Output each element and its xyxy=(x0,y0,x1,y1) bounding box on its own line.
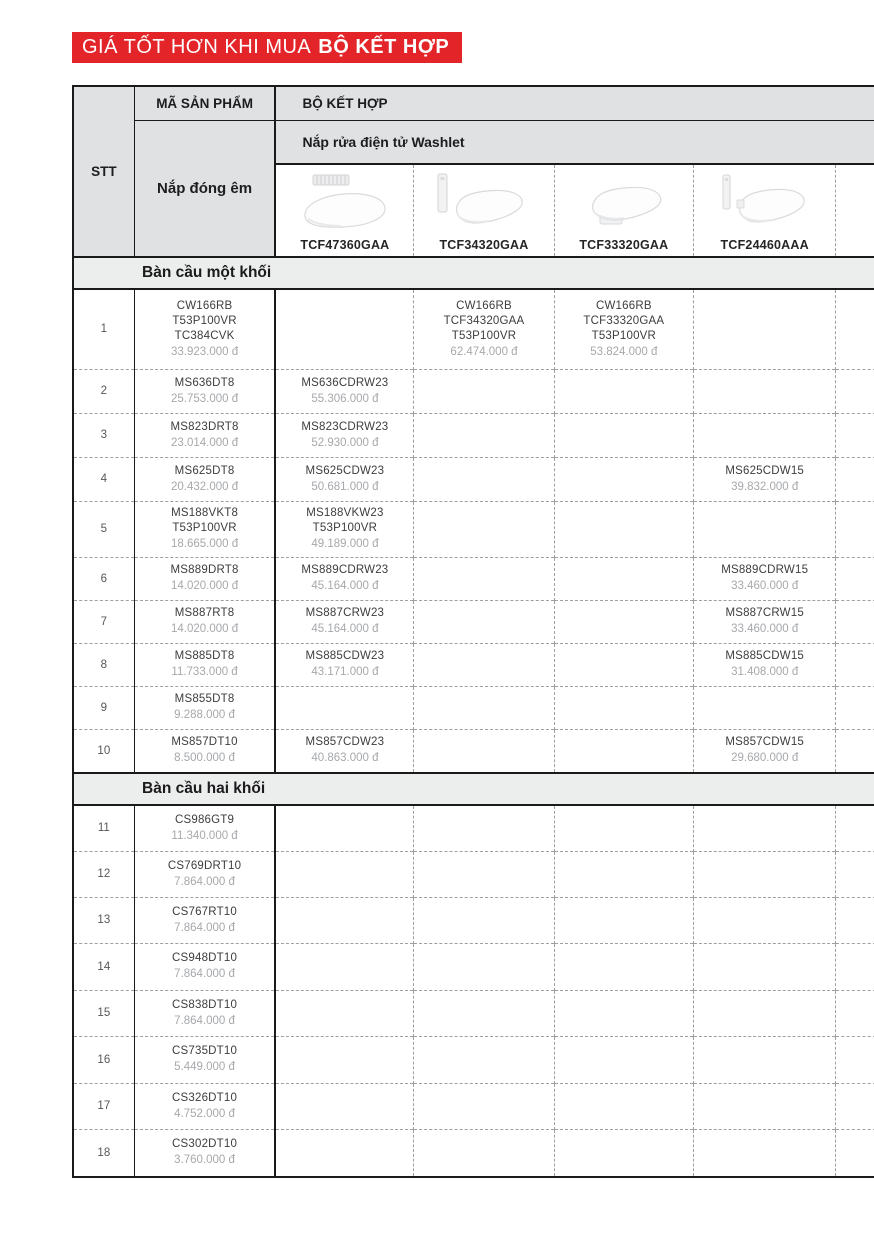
table-row xyxy=(74,413,874,457)
product-price: 45.164.000 đ xyxy=(311,623,379,635)
base-product-cell xyxy=(134,557,275,600)
column-header-combo: BỘ KẾT HỢP xyxy=(275,87,874,120)
product-code-line: MS857CDW15 xyxy=(725,736,805,749)
product-price: 20.432.000 đ xyxy=(170,480,239,493)
table-row xyxy=(74,557,874,600)
product-code-line: MS188VKW23 xyxy=(306,507,384,519)
washlet-model-label: TCF24460AAA xyxy=(720,238,809,252)
overflow-cell xyxy=(836,729,874,773)
product-code-line: CS986GT9 xyxy=(174,813,235,826)
combo-product-cell xyxy=(414,643,554,686)
section-title: Bàn cầu một khối xyxy=(74,257,874,289)
product-price: 33.460.000 đ xyxy=(731,580,799,592)
row-number: 18 xyxy=(74,1129,134,1176)
product-price: 7.864.000 đ xyxy=(174,875,235,888)
product-code-line: MS887RT8 xyxy=(174,607,235,619)
base-product-cell xyxy=(134,457,275,501)
washlet-model-label: TCF47360GAA xyxy=(300,238,390,252)
product-code-line: CS735DT10 xyxy=(172,1045,238,1057)
combo-product-cell xyxy=(275,805,413,851)
base-product-cell xyxy=(134,369,275,413)
base-product-cell xyxy=(134,990,275,1036)
overflow-cell xyxy=(836,990,874,1036)
table-row xyxy=(74,943,874,990)
overflow-cell xyxy=(836,557,874,600)
overflow-cell xyxy=(836,413,874,457)
combo-product-cell xyxy=(694,805,836,851)
overflow-cell xyxy=(836,164,874,257)
combo-product-cell xyxy=(414,289,554,369)
row-number: 5 xyxy=(74,501,134,557)
product-code-line: MS823CDRW23 xyxy=(301,420,389,433)
product-code-line: T53P100VR xyxy=(312,522,378,534)
product-price: 25.753.000 đ xyxy=(170,392,239,405)
combo-product-cell xyxy=(414,943,554,990)
product-code-line: MS636DT8 xyxy=(174,376,235,389)
section-header-row xyxy=(74,257,874,289)
product-code-line: MS636CDRW23 xyxy=(301,376,389,389)
combo-product-cell xyxy=(275,851,413,897)
combo-product-cell xyxy=(554,851,693,897)
row-number: 15 xyxy=(74,990,134,1036)
product-price: 8.500.000 đ xyxy=(174,752,235,765)
banner-text: GIÁ TỐT HƠN KHI MUA xyxy=(82,36,312,58)
product-price: 62.474.000 đ xyxy=(450,345,518,358)
base-product-cell xyxy=(134,943,275,990)
product-code-line: MS625CDW23 xyxy=(305,464,385,477)
product-price: 11.340.000 đ xyxy=(171,829,238,842)
combo-product-cell xyxy=(554,729,693,773)
combo-product-cell xyxy=(694,943,836,990)
base-product-cell xyxy=(134,686,275,729)
table-row xyxy=(74,369,874,413)
washlet-lid-with-horizontal-remote-icon xyxy=(289,170,401,236)
base-product-cell xyxy=(134,1036,275,1083)
combo-product-cell xyxy=(275,1083,413,1129)
row-number: 3 xyxy=(74,413,134,457)
product-code-line: CS769DRT10 xyxy=(167,859,242,872)
combo-product-cell xyxy=(414,1036,554,1083)
row-number: 10 xyxy=(74,729,134,773)
row-number: 2 xyxy=(74,369,134,413)
table-row xyxy=(74,289,874,369)
table-row xyxy=(74,897,874,943)
product-price: 18.665.000 đ xyxy=(170,538,239,550)
row-number: 13 xyxy=(74,897,134,943)
base-product-cell xyxy=(134,413,275,457)
combo-product-cell xyxy=(414,369,554,413)
overflow-cell xyxy=(836,457,874,501)
combo-product-cell xyxy=(554,600,693,643)
overflow-cell xyxy=(836,943,874,990)
product-price: 55.306.000 đ xyxy=(311,392,379,405)
combo-product-cell xyxy=(414,557,554,600)
table-row xyxy=(74,457,874,501)
combo-product-cell xyxy=(275,413,413,457)
product-price: 9.288.000 đ xyxy=(174,709,235,721)
base-product-cell xyxy=(134,1129,275,1176)
product-price: 43.171.000 đ xyxy=(311,666,379,678)
product-code-line: TCF33320GAA xyxy=(583,314,665,327)
product-code-line: CW166RB xyxy=(176,299,233,312)
table-row xyxy=(74,501,874,557)
product-price: 39.832.000 đ xyxy=(731,480,799,493)
combo-product-cell xyxy=(554,643,693,686)
combo-product-cell xyxy=(414,501,554,557)
overflow-cell xyxy=(836,369,874,413)
combo-product-cell xyxy=(694,643,836,686)
base-product-cell xyxy=(134,851,275,897)
row-number: 9 xyxy=(74,686,134,729)
washlet-lid-with-slim-remote-icon xyxy=(709,170,821,236)
combo-product-cell xyxy=(414,851,554,897)
product-code-line: CS948DT10 xyxy=(172,952,238,964)
product-price: 29.680.000 đ xyxy=(731,752,799,765)
overflow-cell xyxy=(836,1036,874,1083)
combo-product-cell xyxy=(414,897,554,943)
combo-product-cell xyxy=(554,457,693,501)
combo-product-cell xyxy=(694,1036,836,1083)
product-code-line: CS767RT10 xyxy=(172,905,237,918)
washlet-lid-side-view-icon xyxy=(568,170,680,236)
combo-product-cell xyxy=(275,990,413,1036)
column-header-soft-close-lid: Nắp đóng êm xyxy=(134,120,275,257)
table-row xyxy=(74,600,874,643)
row-number: 16 xyxy=(74,1036,134,1083)
row-number: 17 xyxy=(74,1083,134,1129)
combo-product-cell xyxy=(694,1129,836,1176)
combo-product-cell xyxy=(275,686,413,729)
product-code-line: T53P100VR xyxy=(591,329,657,342)
washlet-photo-cell xyxy=(694,164,836,257)
table-row xyxy=(74,686,874,729)
washlet-model-label: TCF34320GAA xyxy=(439,238,529,252)
combo-product-cell xyxy=(275,457,413,501)
combo-product-cell xyxy=(554,557,693,600)
product-code-line: TC384CVK xyxy=(174,329,235,342)
row-number: 6 xyxy=(74,557,134,600)
product-code-line: MS857DT10 xyxy=(171,736,238,749)
combo-product-cell xyxy=(694,457,836,501)
column-header-product-code: MÃ SẢN PHẨM xyxy=(134,87,275,120)
combo-product-cell xyxy=(554,413,693,457)
combo-product-cell xyxy=(694,501,836,557)
overflow-cell xyxy=(836,600,874,643)
base-product-cell xyxy=(134,805,275,851)
product-code-line: T53P100VR xyxy=(172,314,237,327)
column-header-washlet: Nắp rửa điện tử Washlet xyxy=(275,120,874,164)
combo-product-cell xyxy=(694,851,836,897)
product-price: 33.923.000 đ xyxy=(170,345,239,358)
row-number: 7 xyxy=(74,600,134,643)
combo-product-cell xyxy=(275,289,413,369)
combo-product-cell xyxy=(414,1083,554,1129)
product-code-line: MS885DT8 xyxy=(174,650,235,662)
combo-product-cell xyxy=(554,805,693,851)
combo-product-cell xyxy=(694,289,836,369)
product-code-line: TCF34320GAA xyxy=(443,314,525,327)
combo-product-cell xyxy=(694,897,836,943)
product-code-line: MS885CDW15 xyxy=(725,650,805,662)
combo-product-cell xyxy=(414,805,554,851)
product-code-line: MS889CDRW15 xyxy=(721,564,809,576)
combo-product-cell xyxy=(275,1129,413,1176)
table-row xyxy=(74,729,874,773)
combo-product-cell xyxy=(554,686,693,729)
product-price: 11.733.000 đ xyxy=(171,666,238,678)
product-price: 23.014.000 đ xyxy=(170,436,239,449)
product-price: 50.681.000 đ xyxy=(311,480,379,493)
product-code-line: CW166RB xyxy=(595,299,652,312)
row-number: 12 xyxy=(74,851,134,897)
combo-product-cell xyxy=(554,1129,693,1176)
combo-product-cell xyxy=(275,897,413,943)
table-row xyxy=(74,851,874,897)
combo-product-cell xyxy=(554,897,693,943)
product-price: 31.408.000 đ xyxy=(731,666,799,678)
combo-product-cell xyxy=(694,990,836,1036)
product-code-line: MS855DT8 xyxy=(174,693,235,705)
combo-product-cell xyxy=(275,729,413,773)
product-code-line: CS838DT10 xyxy=(172,998,238,1011)
product-code-line: MS625CDW15 xyxy=(725,464,805,477)
product-code-line: MS625DT8 xyxy=(174,464,235,477)
promo-banner xyxy=(72,32,462,63)
product-code-line: MS889DRT8 xyxy=(170,564,239,576)
table-row xyxy=(74,990,874,1036)
combo-product-cell xyxy=(275,643,413,686)
table-row xyxy=(74,643,874,686)
washlet-model-label: TCF33320GAA xyxy=(579,238,669,252)
product-code-line: MS889CDRW23 xyxy=(301,564,389,576)
row-number: 4 xyxy=(74,457,134,501)
combo-product-cell xyxy=(694,729,836,773)
product-price: 7.864.000 đ xyxy=(174,1014,235,1027)
product-code-line: MS188VKT8 xyxy=(171,507,239,519)
table-row xyxy=(74,1129,874,1176)
combo-product-cell xyxy=(554,369,693,413)
combo-product-cell xyxy=(554,943,693,990)
combo-product-cell xyxy=(414,457,554,501)
combo-product-cell xyxy=(554,501,693,557)
product-price: 3.760.000 đ xyxy=(174,1154,235,1167)
combo-product-cell xyxy=(275,369,413,413)
washlet-photo-cell xyxy=(275,164,413,257)
product-price: 14.020.000 đ xyxy=(170,580,239,592)
combo-product-cell xyxy=(414,413,554,457)
product-code-line: MS885CDW23 xyxy=(305,650,385,662)
overflow-cell xyxy=(836,805,874,851)
combo-product-cell xyxy=(414,729,554,773)
product-price: 53.824.000 đ xyxy=(590,345,658,358)
table-row xyxy=(74,1083,874,1129)
combo-product-cell xyxy=(414,686,554,729)
washlet-lid-with-vertical-remote-icon xyxy=(428,170,540,236)
base-product-cell xyxy=(134,897,275,943)
product-price: 49.189.000 đ xyxy=(311,538,379,550)
overflow-cell xyxy=(836,1129,874,1176)
combo-product-cell xyxy=(694,413,836,457)
overflow-cell xyxy=(836,686,874,729)
combo-product-cell xyxy=(275,557,413,600)
base-product-cell xyxy=(134,729,275,773)
base-product-cell xyxy=(134,600,275,643)
combo-product-cell xyxy=(414,600,554,643)
combo-product-cell xyxy=(694,557,836,600)
combo-product-cell xyxy=(554,990,693,1036)
product-code-line: CS302DT10 xyxy=(172,1138,238,1151)
base-product-cell xyxy=(134,289,275,369)
combo-product-cell xyxy=(414,1129,554,1176)
combo-product-cell xyxy=(694,686,836,729)
product-code-line: MS823DRT8 xyxy=(170,420,239,433)
product-price: 45.164.000 đ xyxy=(311,580,379,592)
section-title: Bàn cầu hai khối xyxy=(74,773,874,805)
row-number: 14 xyxy=(74,943,134,990)
combo-product-cell xyxy=(554,1083,693,1129)
table-row xyxy=(74,805,874,851)
banner-emphasis: BỘ KẾT HỢP xyxy=(318,36,450,58)
overflow-cell xyxy=(836,501,874,557)
product-code-line: T53P100VR xyxy=(451,329,517,342)
product-code-line: MS887CRW23 xyxy=(305,607,385,619)
product-code-line: MS857CDW23 xyxy=(305,736,385,749)
product-code-line: T53P100VR xyxy=(172,522,237,534)
overflow-cell xyxy=(836,1083,874,1129)
product-price: 33.460.000 đ xyxy=(731,623,799,635)
product-code-line: MS887CRW15 xyxy=(725,607,804,619)
product-price: 5.449.000 đ xyxy=(174,1061,235,1073)
combo-product-cell xyxy=(554,289,693,369)
combo-product-cell xyxy=(694,1083,836,1129)
combo-product-cell xyxy=(694,369,836,413)
combo-product-cell xyxy=(694,600,836,643)
combo-product-cell xyxy=(275,943,413,990)
combo-price-table xyxy=(72,85,874,1178)
combo-product-cell xyxy=(275,600,413,643)
overflow-cell xyxy=(836,289,874,369)
row-number: 1 xyxy=(74,289,134,369)
product-price: 40.863.000 đ xyxy=(311,752,379,765)
row-number: 11 xyxy=(74,805,134,851)
product-code-line: CS326DT10 xyxy=(172,1091,238,1104)
overflow-cell xyxy=(836,643,874,686)
product-price: 7.864.000 đ xyxy=(174,921,235,934)
overflow-cell xyxy=(836,897,874,943)
row-number: 8 xyxy=(74,643,134,686)
product-price: 52.930.000 đ xyxy=(311,436,379,449)
washlet-photo-cell xyxy=(554,164,693,257)
combo-product-cell xyxy=(414,990,554,1036)
combo-product-cell xyxy=(275,1036,413,1083)
base-product-cell xyxy=(134,1083,275,1129)
base-product-cell xyxy=(134,501,275,557)
washlet-photo-cell xyxy=(414,164,554,257)
base-product-cell xyxy=(134,643,275,686)
product-price: 7.864.000 đ xyxy=(174,968,235,980)
column-header-stt: STT xyxy=(74,87,134,257)
overflow-cell xyxy=(836,851,874,897)
section-header-row xyxy=(74,773,874,805)
combo-product-cell xyxy=(554,1036,693,1083)
product-price: 4.752.000 đ xyxy=(174,1107,235,1120)
combo-product-cell xyxy=(275,501,413,557)
product-code-line: CW166RB xyxy=(456,299,512,312)
product-price: 14.020.000 đ xyxy=(170,623,239,635)
table-row xyxy=(74,1036,874,1083)
